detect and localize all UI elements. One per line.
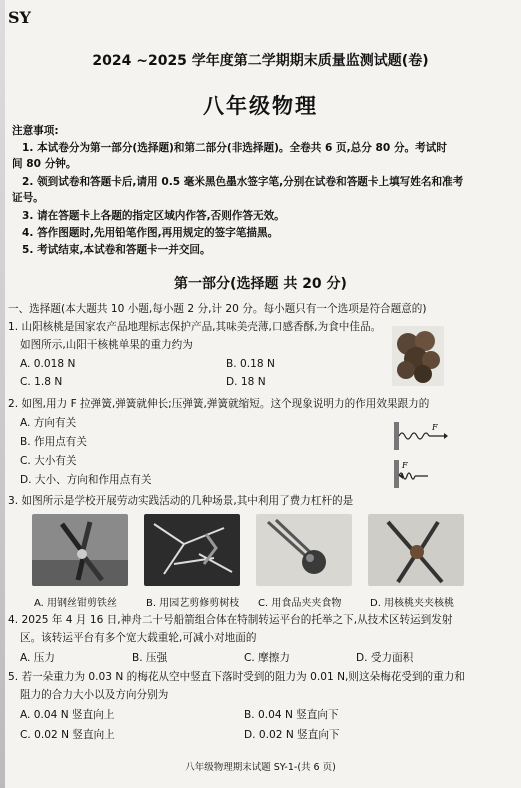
q4-option-a: A. 压力 — [20, 652, 55, 664]
photo-wire-cutter — [32, 514, 128, 586]
walnut-photo — [392, 326, 444, 386]
q5-option-a: A. 0.04 N 竖直向上 — [20, 709, 115, 721]
q5-stem: 5. 若一朵重力为 0.03 N 的梅花从空中竖直下落时受到的阻力为 0.01 N,则这朵梅花受到的重力和 — [8, 671, 465, 683]
page-footer: 八年级物理期末试题 SY-1-(共 6 页) — [185, 762, 336, 773]
q1-option-b: B. 0.18 N — [226, 358, 275, 370]
note-line-1: 1. 本试卷分为第一部分(选择题)和第二部分(非选择题)。全卷共 6 页,总分 80 分。考试时 — [22, 142, 447, 154]
note-line-1b: 间 80 分钟。 — [12, 158, 77, 170]
q2-option-b: B. 作用点有关 — [20, 436, 87, 448]
q5-option-c: C. 0.02 N 竖直向上 — [20, 729, 115, 741]
q5-stem-2: 阻力的合力大小以及方向分别为 — [20, 689, 169, 701]
q1-option-a: A. 0.018 N — [20, 358, 76, 370]
mc-instruction: 一、选择题(本大题共 10 小题,每小题 2 分,计 20 分。每小题只有一个选项是符合题意的) — [8, 303, 427, 315]
note-line-4: 4. 答作图题时,先用铅笔作图,再用规定的签字笔描黑。 — [22, 227, 279, 239]
q1-option-d: D. 18 N — [226, 376, 266, 388]
photo-garden-shears — [144, 514, 240, 586]
photo-nutcracker — [368, 514, 464, 586]
q1-stem: 1. 山阳核桃是国家农产品地理标志保护产品,其味美壳薄,口感香酥,为食中佳品。 — [8, 321, 382, 333]
notes-heading: 注意事项: — [12, 125, 59, 137]
photo-food-tongs — [256, 514, 352, 586]
note-line-3: 3. 请在答题卡上各题的指定区域内作答,否则作答无效。 — [22, 210, 285, 222]
q4-stem-2: 区。该转运平台有多个宽大载重轮,可减小对地面的 — [20, 632, 257, 644]
q5-option-b: B. 0.04 N 竖直向下 — [244, 709, 339, 721]
q2-option-a: A. 方向有关 — [20, 417, 77, 429]
section-title: 第一部分(选择题 共 20 分) — [174, 276, 347, 292]
q2-option-c: C. 大小有关 — [20, 455, 77, 467]
q4-stem: 4. 2025 年 4 月 16 日,神舟二十号船箭组合体在特制转运平台的托举之下,从技术区转运到发射 — [8, 614, 453, 626]
q3-option-d: D. 用核桃夹夹核桃 — [370, 598, 455, 609]
q1-stem-2: 如图所示,山阳干核桃单果的重力约为 — [20, 339, 193, 351]
force-label-top: F — [432, 423, 438, 432]
force-label-bottom: F — [402, 461, 408, 470]
q3-option-a: A. 用钢丝钳剪铁丝 — [34, 598, 118, 609]
subject-title: 八年级物理 — [203, 94, 318, 118]
note-line-2: 2. 领到试卷和答题卡后,请用 0.5 毫米黑色墨水签字笔,分别在试卷和答题卡上填写姓名和准考 — [22, 176, 464, 188]
q1-option-c: C. 1.8 N — [20, 376, 63, 388]
exam-title: 2024 ~2025 学年度第二学期期末质量监测试题(卷) — [92, 53, 429, 69]
spring-diagram — [392, 418, 448, 492]
q4-option-d: D. 受力面积 — [356, 652, 414, 664]
q3-option-b: B. 用园艺剪修剪树枝 — [146, 598, 240, 609]
q2-option-d: D. 大小、方向和作用点有关 — [20, 474, 152, 486]
q4-option-c: C. 摩擦力 — [244, 652, 290, 664]
note-line-5: 5. 考试结束,本试卷和答题卡一并交回。 — [22, 244, 211, 256]
q2-stem: 2. 如图,用力 F 拉弹簧,弹簧就伸长;压弹簧,弹簧就缩短。这个现象说明力的作用效果跟力的 — [8, 398, 430, 410]
q3-stem: 3. 如图所示是学校开展劳动实践活动的几种场景,其中利用了费力杠杆的是 — [8, 495, 354, 507]
paper-code: SY — [8, 8, 31, 27]
q4-option-b: B. 压强 — [132, 652, 168, 664]
q5-option-d: D. 0.02 N 竖直向下 — [244, 729, 340, 741]
q3-option-c: C. 用食品夹夹食物 — [258, 598, 342, 609]
note-line-2b: 证号。 — [12, 192, 44, 204]
